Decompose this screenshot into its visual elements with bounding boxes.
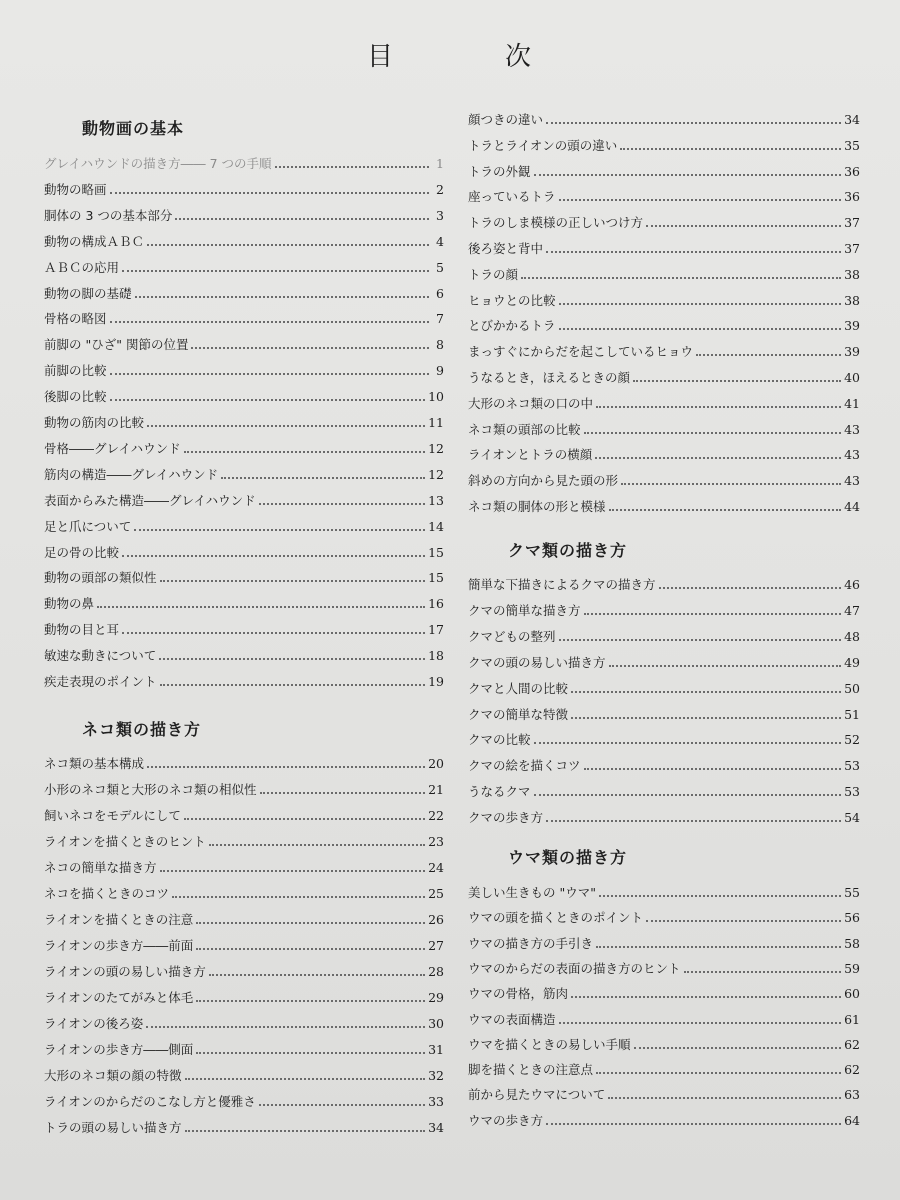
entry-title: クマの歩き方 [468, 810, 544, 826]
toc-entry [44, 856, 444, 876]
toc-entry [44, 986, 444, 1006]
entry-title: 動物の筋肉の比較 [44, 415, 145, 430]
toc-entry [44, 359, 444, 379]
dot-leader [684, 971, 842, 973]
dot-leader [621, 483, 841, 485]
entry-title: 前から見たウマについて [468, 1087, 606, 1103]
toc-entry [468, 1033, 860, 1053]
entry-title: 動物の脚の基礎 [44, 285, 132, 301]
toc-entry [44, 178, 444, 198]
dot-leader [196, 922, 425, 924]
dot-leader [196, 1000, 425, 1002]
section-heading: ウマ類の描き方 [508, 848, 628, 867]
entry-title: 後脚の比較 [44, 389, 107, 405]
entry-title: トラの頭の易しい描き方 [44, 1120, 182, 1135]
dot-leader [259, 503, 425, 505]
entry-title: 大形のネコ類の顔の特徴 [44, 1068, 182, 1083]
page-number: 48 [844, 628, 860, 644]
entry-title: クマの簡単な描き方 [468, 602, 581, 618]
entry-title: ライオンの後ろ姿 [44, 1016, 144, 1031]
entry-title: ネコ類の胴体の形と模様 [468, 499, 606, 514]
dot-leader [571, 996, 841, 998]
toc-entry [468, 881, 860, 901]
page-number: 15 [428, 570, 444, 586]
entry-title: ウマのからだの表面の描き方のヒント [468, 960, 681, 976]
dot-leader [259, 1104, 425, 1106]
page-number: 64 [844, 1112, 860, 1128]
toc-entry [468, 160, 860, 180]
page-number: 59 [844, 960, 860, 976]
toc-entry [44, 882, 444, 902]
toc-entry [468, 263, 860, 283]
toc-entry [44, 1090, 444, 1110]
entry-title: うなるとき，ほえるときの顔 [468, 370, 631, 385]
page-number: 2 [436, 181, 444, 197]
page-number: 28 [428, 964, 444, 979]
page-number: 15 [428, 544, 444, 560]
entry-title: 前脚の "ひざ" 関節の位置 [44, 337, 189, 353]
dot-leader [172, 896, 425, 898]
toc-entry [468, 780, 860, 800]
dot-leader [596, 946, 841, 948]
toc-entry [44, 437, 444, 457]
entry-title: ウマの頭を描くときのポイント [468, 910, 644, 926]
dot-leader [147, 766, 425, 768]
page-number: 12 [428, 440, 444, 456]
toc-entry [44, 934, 444, 954]
page-number: 4 [436, 233, 444, 249]
toc-entry [44, 411, 444, 431]
entry-title: 脚を描くときの注意点 [468, 1062, 594, 1078]
toc-entry [44, 778, 444, 798]
toc-entry [468, 185, 860, 205]
entry-title: ライオンとトラの横顔 [468, 447, 593, 463]
toc-entry [468, 495, 860, 515]
dot-leader [546, 1123, 841, 1125]
entry-title: 胴体の 3 つの基本部分 [44, 207, 173, 223]
page-number: 56 [844, 910, 860, 926]
page-number: 43 [844, 473, 860, 489]
entry-title: 敏速な動きについて [44, 648, 157, 664]
toc-entry [468, 314, 860, 334]
dot-leader [534, 174, 842, 176]
page-number: 13 [428, 492, 444, 508]
section-heading: クマ類の描き方 [508, 541, 628, 560]
toc-entry [468, 134, 860, 154]
dot-leader [609, 509, 842, 511]
dot-leader [546, 122, 841, 124]
dot-leader [646, 920, 841, 922]
page-title [0, 36, 900, 73]
entry-title: ウマの歩き方 [468, 1112, 544, 1128]
page-number: 43 [844, 421, 860, 437]
entry-title: 骨格――グレイハウンド [44, 440, 181, 456]
entry-title: ネコ類の頭部の比較 [468, 421, 581, 437]
title-char-1: 目 [366, 42, 395, 72]
dot-leader [609, 665, 842, 667]
dot-leader [571, 717, 841, 719]
entry-title: トラとライオンの頭の違い [468, 137, 618, 153]
entry-title: トラの外観 [468, 163, 531, 179]
toc-entry [44, 463, 444, 483]
toc-entry [468, 906, 860, 926]
page-number: 38 [844, 292, 860, 308]
page-number: 29 [428, 990, 444, 1005]
toc-entry [468, 957, 860, 977]
dot-leader [146, 1026, 425, 1028]
dot-leader [584, 613, 842, 615]
toc-entry [468, 469, 860, 489]
toc-entry [468, 366, 860, 386]
toc-entry [44, 1012, 444, 1032]
entry-title: 座っているトラ [468, 189, 556, 205]
page-number: 47 [844, 602, 860, 618]
entry-title: クマの頭の易しい描き方 [468, 654, 606, 670]
entry-title: 後ろ姿と背中 [468, 241, 544, 256]
dot-leader [185, 1078, 426, 1080]
toc-entry [44, 830, 444, 850]
toc-entry [468, 340, 860, 360]
toc-entry [44, 282, 444, 302]
dot-leader [110, 399, 426, 401]
page-number: 54 [844, 810, 860, 826]
dot-leader [209, 844, 425, 846]
toc-entry [44, 1064, 444, 1084]
dot-leader [595, 457, 841, 459]
toc-entry [468, 392, 860, 412]
dot-leader [160, 580, 426, 582]
entry-title: うなるクマ [468, 784, 531, 800]
page-number: 19 [428, 674, 444, 689]
entry-title: クマの絵を描くコツ [468, 758, 581, 774]
dot-leader [184, 818, 425, 820]
entry-title: 足の骨の比較 [44, 544, 120, 560]
toc-entry [44, 1038, 444, 1058]
dot-leader [559, 328, 842, 330]
page-number: 39 [844, 344, 860, 360]
page-number: 18 [428, 648, 444, 664]
dot-leader [559, 199, 842, 201]
entry-title: 飼いネコをモデルにして [44, 808, 181, 823]
page-number: 17 [428, 622, 444, 638]
page-number: 62 [844, 1036, 860, 1052]
page-number: 62 [844, 1062, 860, 1078]
page-number: 37 [844, 215, 860, 231]
section-heading: 動物画の基本 [82, 119, 185, 138]
page-number: 8 [436, 337, 444, 353]
entry-title: ライオンを描くときのヒント [44, 834, 206, 849]
page-number: 43 [844, 447, 860, 463]
dot-leader [175, 218, 429, 220]
page-number: 46 [844, 577, 860, 592]
entry-title: クマの簡単な特徴 [468, 706, 569, 722]
dot-leader [134, 529, 425, 531]
toc-entry [468, 1083, 860, 1103]
dot-leader [559, 303, 842, 305]
entry-title: 表面からみた構造――グレイハウンド [44, 492, 256, 508]
page-number: 52 [844, 732, 860, 748]
toc-entry [468, 806, 860, 826]
toc-entry [468, 982, 860, 1002]
dot-leader [110, 373, 429, 375]
entry-title: トラの顔 [468, 266, 519, 282]
page-number: 38 [844, 266, 860, 282]
entry-title: クマの比較 [468, 732, 531, 748]
toc-entry [468, 289, 860, 309]
entry-title: ヒョウとの比較 [468, 292, 556, 308]
page-number: 12 [428, 466, 444, 482]
title-char-2: 次 [505, 42, 534, 72]
page-number: 21 [428, 782, 444, 797]
dot-leader [110, 321, 429, 323]
entry-title: クマどもの整列 [468, 628, 556, 644]
page-number: 26 [428, 912, 444, 927]
dot-leader [596, 1072, 841, 1074]
page-number: 55 [844, 885, 860, 900]
dot-leader [110, 192, 429, 194]
entry-title: 動物の頭部の類似性 [44, 570, 157, 586]
dot-leader [196, 1052, 425, 1054]
entry-title: 簡単な下描きによるクマの描き方 [468, 577, 656, 592]
page-number: 22 [428, 808, 444, 823]
page-number: 11 [428, 415, 444, 430]
entry-title: ネコを描くときのコツ [44, 886, 170, 901]
toc-entry [44, 804, 444, 824]
page-number: 40 [844, 370, 860, 385]
page-number: 34 [844, 112, 860, 127]
dot-leader [147, 244, 429, 246]
entry-title: 足と爪について [44, 518, 132, 534]
toc-entry [44, 752, 444, 772]
dot-leader [559, 639, 842, 641]
toc-entry [44, 152, 444, 172]
dot-leader [521, 277, 841, 279]
page-number: 16 [428, 596, 444, 612]
toc-entry [44, 566, 444, 586]
entry-title: トラのしま模様の正しいつけ方 [468, 215, 644, 231]
toc-entry [44, 960, 444, 980]
dot-leader [546, 251, 841, 253]
dot-leader [534, 794, 842, 796]
entry-title: 動物の構成ＡＢＣ [44, 233, 145, 249]
entry-title: ライオンのからだのこなし方と優雅さ [44, 1094, 256, 1109]
entry-title: ウマの表面構造 [468, 1011, 556, 1027]
entry-title: 動物の鼻 [44, 596, 95, 612]
dot-leader [696, 354, 841, 356]
dot-leader [275, 166, 429, 168]
dot-leader [185, 1130, 426, 1132]
page-number: 44 [844, 499, 860, 514]
page-number: 53 [844, 784, 860, 800]
entry-title: グレイハウンドの描き方―― 7 つの手順 [44, 156, 272, 171]
toc-entry [44, 256, 444, 276]
dot-leader [135, 296, 429, 298]
toc-entry [468, 625, 860, 645]
toc-entry [44, 908, 444, 928]
page-number: 14 [428, 518, 444, 534]
dot-leader [584, 768, 842, 770]
toc-entry [44, 618, 444, 638]
dot-leader [596, 406, 841, 408]
toc-entry [44, 592, 444, 612]
toc-entry [44, 204, 444, 224]
toc-entry [468, 108, 860, 128]
dot-leader [122, 632, 425, 634]
entry-title: ネコの簡単な描き方 [44, 860, 157, 875]
entry-title: クマと人間の比較 [468, 680, 569, 696]
page-number: 24 [428, 860, 444, 875]
page-number: 53 [844, 758, 860, 774]
toc-entry [44, 333, 444, 353]
page-number: 34 [428, 1120, 444, 1135]
page-number: 1 [436, 156, 444, 171]
entry-title: 顔つきの違い [468, 112, 544, 127]
entry-title: 大形のネコ類の口の中 [468, 395, 594, 411]
dot-leader [659, 587, 842, 589]
entry-title: ウマを描くときの易しい手順 [468, 1036, 631, 1052]
entry-title: 疾走表現のポイント [44, 674, 157, 689]
toc-entry [468, 677, 860, 697]
toc-entry [468, 754, 860, 774]
page-number: 7 [436, 311, 444, 327]
dot-leader [147, 425, 425, 427]
entry-title: ウマの描き方の手引き [468, 935, 594, 951]
entry-title: ライオンのたてがみと体毛 [44, 990, 194, 1005]
page-number: 41 [844, 395, 860, 411]
entry-title: とびかかるトラ [468, 318, 556, 334]
toc-entry [468, 573, 860, 593]
entry-title: 斜めの方向から見た頭の形 [468, 473, 619, 489]
toc-entry [44, 307, 444, 327]
toc-entry [468, 932, 860, 952]
toc-entry [468, 651, 860, 671]
dot-leader [122, 555, 425, 557]
toc-entry [44, 385, 444, 405]
page-number: 51 [844, 706, 860, 722]
entry-title: ライオンを描くときの注意 [44, 912, 194, 927]
toc-entry [44, 1116, 444, 1136]
dot-leader [221, 477, 425, 479]
dot-leader [196, 948, 425, 950]
page-number: 10 [428, 389, 444, 405]
dot-leader [122, 270, 429, 272]
entry-title: 美しい生きもの "ウマ" [468, 885, 596, 900]
dot-leader [546, 820, 841, 822]
dot-leader [646, 225, 841, 227]
entry-title: 動物の略画 [44, 181, 107, 197]
page-number: 5 [436, 259, 444, 275]
page-number: 3 [436, 207, 444, 223]
dot-leader [634, 1047, 842, 1049]
entry-title: ライオンの頭の易しい描き方 [44, 964, 206, 979]
dot-leader [571, 691, 841, 693]
dot-leader [159, 658, 425, 660]
toc-entry [44, 670, 444, 690]
entry-title: ネコ類の基本構成 [44, 756, 145, 771]
dot-leader [260, 792, 426, 794]
toc-entry [468, 237, 860, 257]
page-number: 50 [844, 680, 860, 696]
dot-leader [633, 380, 841, 382]
toc-entry [44, 644, 444, 664]
page-number: 60 [844, 986, 860, 1002]
entry-title: ライオンの歩き方――側面 [44, 1042, 194, 1057]
dot-leader [97, 606, 425, 608]
entry-title: 動物の目と耳 [44, 622, 120, 638]
dot-leader [620, 148, 841, 150]
section-heading: ネコ類の描き方 [82, 720, 202, 739]
dot-leader [608, 1097, 841, 1099]
toc-entry [468, 728, 860, 748]
dot-leader [209, 974, 425, 976]
dot-leader [559, 1022, 842, 1024]
entry-title: ウマの骨格，筋肉 [468, 986, 569, 1002]
toc-entry [468, 211, 860, 231]
page-number: 36 [844, 163, 860, 179]
page-number: 35 [844, 137, 860, 153]
toc-entry [468, 1058, 860, 1078]
toc-entry [468, 703, 860, 723]
page-number: 31 [428, 1042, 444, 1057]
page-number: 6 [436, 285, 444, 301]
page-number: 37 [844, 241, 860, 256]
entry-title: まっすぐにからだを起こしているヒョウ [468, 344, 694, 360]
entry-title: ＡＢＣの応用 [44, 259, 120, 275]
toc-entry [44, 230, 444, 250]
dot-leader [191, 347, 429, 349]
dot-leader [160, 684, 426, 686]
dot-leader [584, 432, 842, 434]
entry-title: 骨格の略図 [44, 311, 107, 327]
toc-entry [468, 443, 860, 463]
toc-entry [468, 418, 860, 438]
page-number: 30 [428, 1016, 444, 1031]
entry-title: 小形のネコ類と大形のネコ類の相似性 [44, 782, 257, 797]
page-number: 32 [428, 1068, 444, 1083]
page-number: 9 [436, 363, 444, 379]
toc-entry [468, 1008, 860, 1028]
toc-entry [468, 1109, 860, 1129]
page-number: 58 [844, 935, 860, 951]
page-number: 23 [428, 834, 444, 849]
toc-entry [44, 489, 444, 509]
entry-title: 前脚の比較 [44, 363, 107, 379]
page-number: 49 [844, 654, 860, 670]
page-number: 39 [844, 318, 860, 334]
page-number: 63 [844, 1087, 860, 1103]
entry-title: ライオンの歩き方――前面 [44, 938, 194, 953]
dot-leader [184, 451, 425, 453]
page-number: 27 [428, 938, 444, 953]
dot-leader [534, 742, 842, 744]
dot-leader [599, 895, 841, 897]
page-number: 20 [428, 756, 444, 771]
page-number: 25 [428, 886, 444, 901]
toc-entry [468, 599, 860, 619]
toc-entry [44, 541, 444, 561]
page-number: 36 [844, 189, 860, 205]
page-number: 61 [844, 1011, 860, 1027]
toc-entry [44, 515, 444, 535]
page-number: 33 [428, 1094, 444, 1109]
dot-leader [160, 870, 426, 872]
entry-title: 筋肉の構造――グレイハウンド [44, 466, 219, 482]
